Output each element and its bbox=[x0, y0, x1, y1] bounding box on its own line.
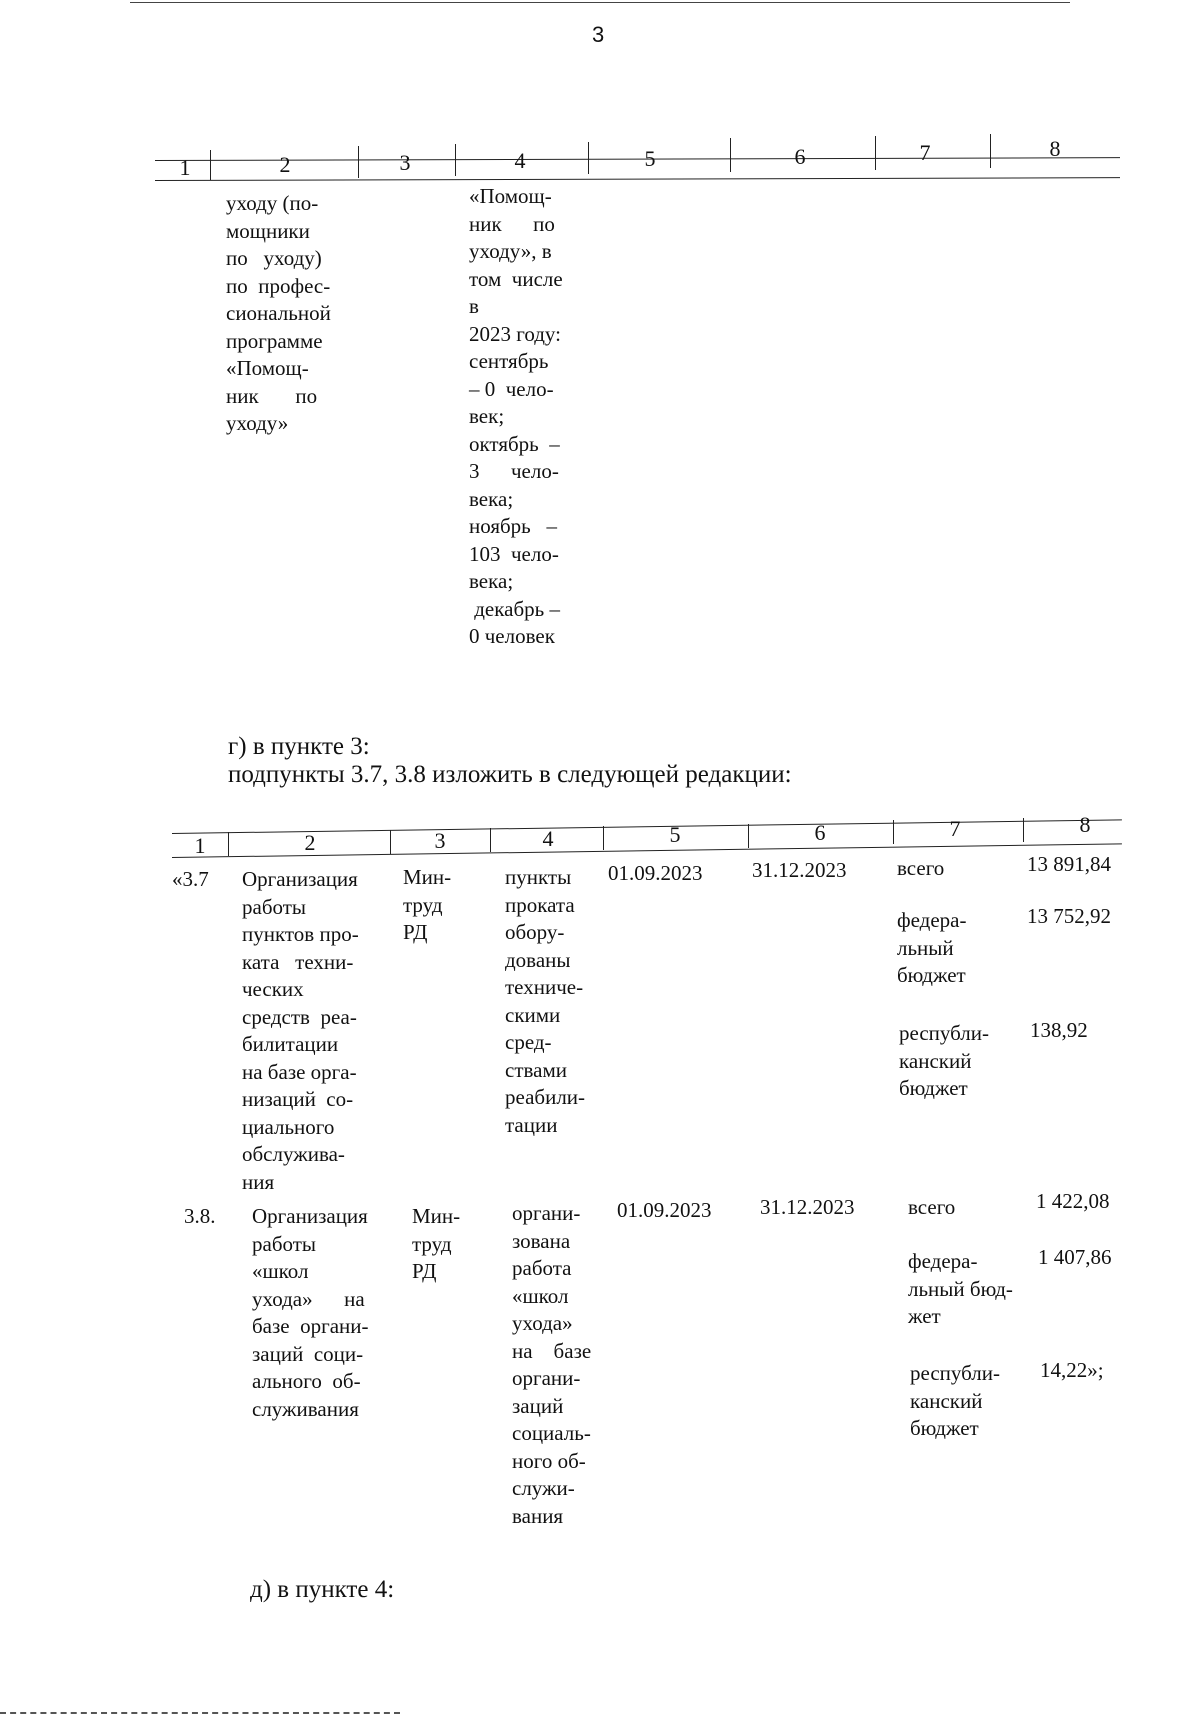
table2-header-col6: 6 bbox=[814, 820, 826, 845]
table1-header-col1: 1 bbox=[179, 155, 191, 180]
row-result: органи- зована работа «школ ухода» на базе органи- заций социаль- ного об- служи- вания bbox=[512, 1201, 592, 1528]
top-scan-edge bbox=[130, 2, 1070, 3]
table2-header-col7: 7 bbox=[949, 816, 961, 841]
row-value-republic: 138,92 bbox=[1030, 1018, 1088, 1042]
row-number: 3.8. bbox=[184, 1204, 216, 1228]
row-value-federal: 13 752,92 bbox=[1027, 904, 1111, 928]
table1-header-col5: 5 bbox=[644, 146, 656, 171]
row-value-republic: 14,22»; bbox=[1040, 1358, 1104, 1382]
paragraph-d: д) в пункте 4: bbox=[250, 1576, 395, 1603]
paragraph-g: г) в пункте 3: bbox=[228, 733, 370, 760]
table2-header-col3: 3 bbox=[434, 828, 446, 853]
row-executor: Мин- труд РД bbox=[403, 865, 452, 944]
row-executor: Мин- труд РД bbox=[412, 1204, 461, 1283]
table1-header-col2: 2 bbox=[279, 152, 291, 177]
row-source-republic: республи- канский бюджет bbox=[910, 1361, 1000, 1440]
row-source-republic: республи- канский бюджет bbox=[899, 1021, 989, 1100]
row-number: «3.7 bbox=[172, 867, 209, 891]
row-source-federal: федера- льный бюджет bbox=[897, 908, 967, 987]
table1-header-col8: 8 bbox=[1049, 136, 1061, 161]
row-start-date: 01.09.2023 bbox=[608, 861, 703, 885]
page-number: 3 bbox=[592, 22, 605, 47]
row-value-total: 13 891,84 bbox=[1027, 852, 1111, 876]
table1-col4-text: «Помощ- ник по уходу», в том числе в 2023 году: сентябрь – 0 чело- век; октябрь – 3 чело- века; ноябрь – 103 чело- века; декабрь – 0 человек bbox=[469, 184, 563, 648]
bottom-scan-edge bbox=[0, 1712, 400, 1714]
table2-header-col8: 8 bbox=[1079, 812, 1091, 837]
row-source-federal: федера- льный бюд- жет bbox=[908, 1249, 1013, 1328]
row-source-total: всего bbox=[908, 1195, 956, 1219]
row-end-date: 31.12.2023 bbox=[752, 858, 847, 882]
table1-header-col6: 6 bbox=[794, 144, 806, 169]
table1-header-col3: 3 bbox=[399, 150, 411, 175]
table2-header-col5: 5 bbox=[669, 822, 681, 847]
table1-col2-text: уходу (по- мощники по уходу) по профес- сиональной программе «Помощ- ник по уходу» bbox=[226, 191, 331, 435]
row-result: пункты проката обору- дованы техниче- скими сред- ствами реабили- тации bbox=[505, 865, 586, 1137]
row-name: Организация работы пунктов про- ката техни- ческих средств реа- билитации на базе орга- низаций со- циального обслужива- ния bbox=[242, 867, 359, 1194]
table2-header-col4: 4 bbox=[542, 826, 554, 851]
row-value-total: 1 422,08 bbox=[1036, 1189, 1110, 1213]
table2-header-col1: 1 bbox=[194, 833, 206, 858]
table1-header-col7: 7 bbox=[919, 140, 931, 165]
row-end-date: 31.12.2023 bbox=[760, 1195, 855, 1219]
paragraph-subpoints: подпункты 3.7, 3.8 изложить в следующей редакции: bbox=[228, 761, 792, 788]
table2-header-col2: 2 bbox=[304, 830, 316, 855]
row-value-federal: 1 407,86 bbox=[1038, 1245, 1112, 1269]
row-source-total: всего bbox=[897, 856, 945, 880]
table1-header-col4: 4 bbox=[514, 148, 526, 173]
row-start-date: 01.09.2023 bbox=[617, 1198, 712, 1222]
row-name: Организация работы «школ ухода» на базе органи- заций соци- ального об- служивания bbox=[252, 1204, 369, 1421]
